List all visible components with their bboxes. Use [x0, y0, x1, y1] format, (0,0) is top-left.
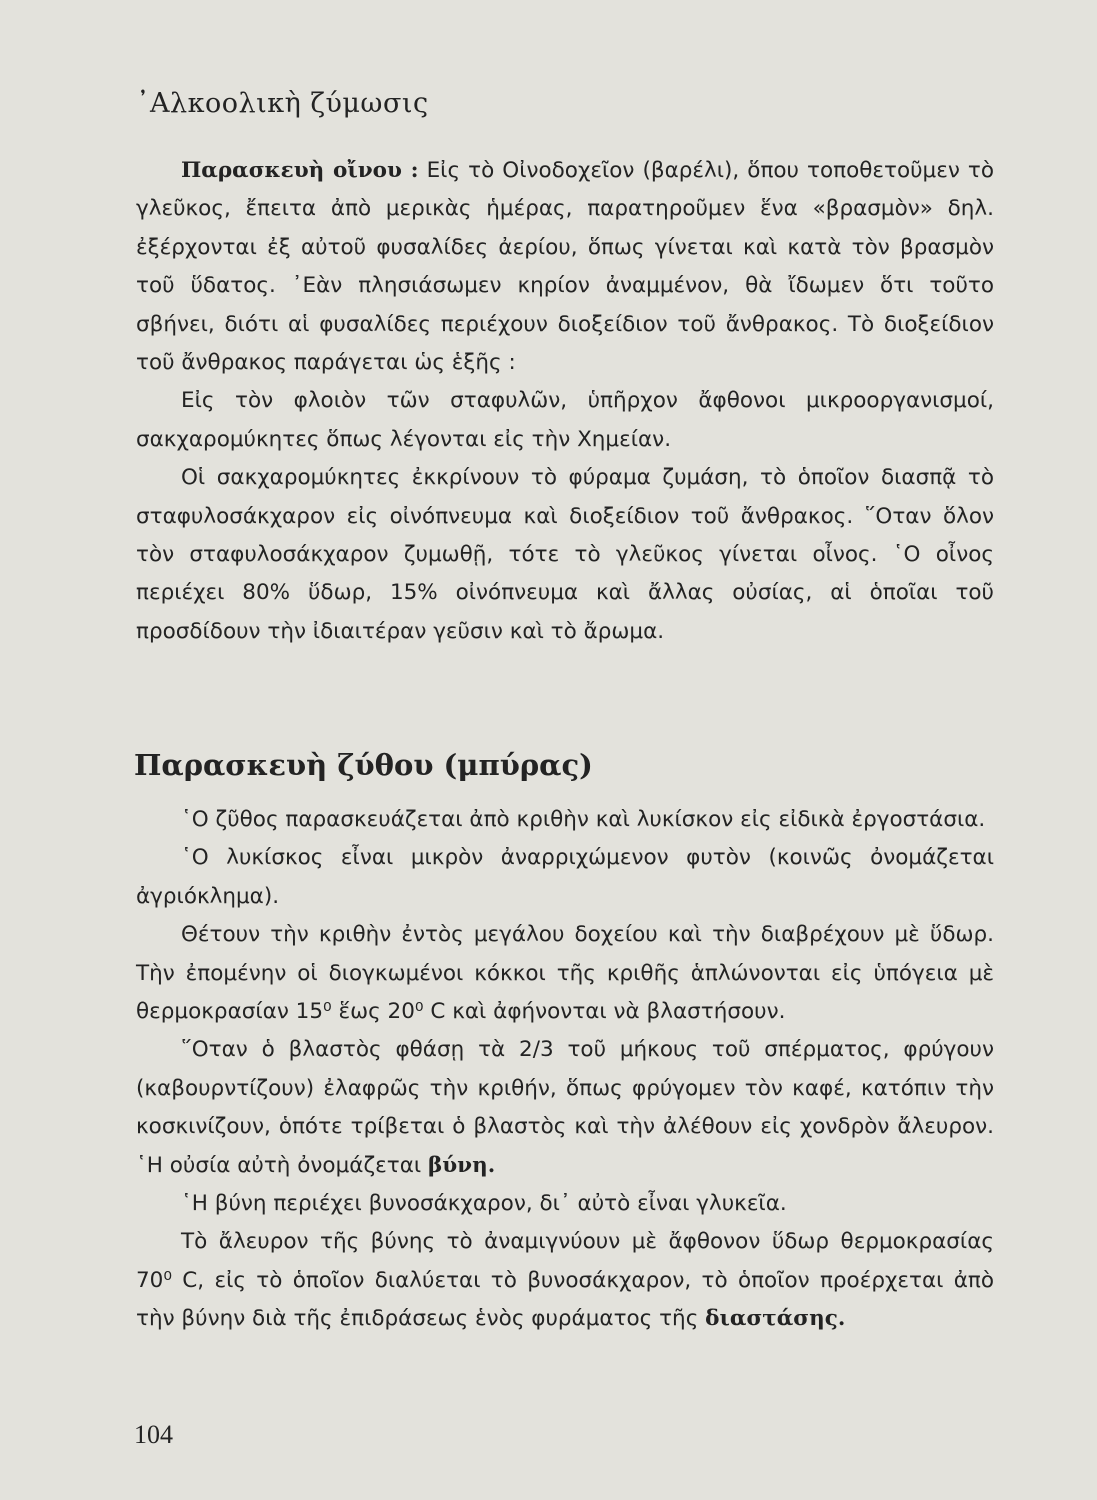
section-body-beer — [136, 801, 994, 1339]
paragraph-text: ῞Οταν ὁ βλαστὸς φθάσῃ τὰ 2/3 τοῦ μήκους τοῦ σπέρματος, φρύγουν (καβουρντίζουν) ἐλαφρῶς τὴν κριθήν, ὅπως φρύγομεν τὸν καφέ, κατόπιν τὴν κοσκινίζουν, ὁπότε τρίβεται ὁ βλαστὸς καὶ τὴν ἀλέθουν εἰς χονδρὸν ἄλευρον. ῾Η οὐσία αὐτὴ ὀνομάζεται — [136, 1037, 994, 1178]
paragraph: ῾Ο ζῦθος παρασκευάζεται ἀπὸ κριθὴν καὶ λυκίσκον εἰς εἰδικὰ ἐργοστάσια. — [181, 807, 986, 832]
paragraph — [136, 1223, 994, 1338]
paragraph — [136, 1031, 994, 1185]
paragraph: ῾Η βύνη περιέχει βυνοσάκχαρον, δι᾿ αὐτὸ εἶναι γλυκεῖα. — [181, 1191, 787, 1217]
paragraph-text: Τὸ ἄλευρον τῆς βύνης τὸ ἀναμιγνύουν μὲ ἄφθονον ὕδωρ θερμοκρασίας 70⁰ C, εἰς τὸ ὁποῖον διαλύεται τὸ βυνοσάκχαρον, τὸ ὁποῖον προέρχεται ἀπὸ τὴν βύνην διὰ τῆς ἐπιδράσεως ἑνὸς φυράματος τῆς — [136, 1229, 994, 1332]
bold-term: διαστάσης. — [705, 1306, 846, 1332]
paragraph-text: Εἰς τὸ Οἰνοδοχεῖον (βαρέλι), ὅπου τοποθετοῦμεν τὸ γλεῦκος, ἔπειτα ἀπὸ μερικὰς ἡμέρας, παρατηροῦμεν ἕνα «βρασμὸν» δηλ. ἐξέρχονται ἐξ αὐτοῦ φυσαλίδες ἀερίου, ὅπως γίνεται καὶ κατὰ τὸν βρασμὸν τοῦ ὕδατος. ᾿Εὰν πλησιάσωμεν κηρίον ἀναμμένον, θὰ ἴδωμεν ὅτι τοῦτο σβήνει, διότι αἱ φυσαλίδες περιέχουν διοξείδιον τοῦ ἄνθρακος. Τὸ διοξείδιον τοῦ ἄνθρακος παράγεται ὡς ἑξῆς : — [136, 158, 995, 376]
page-number: 104 — [134, 1420, 173, 1449]
paragraph: Θέτουν τὴν κριθὴν ἐντὸς μεγάλου δοχείου καὶ τὴν διαβρέχουν μὲ ὕδωρ. Τὴν ἐπομένην οἱ διογκωμένοι κόκκοι τῆς κριθῆς ἁπλώνονται εἰς ὑπόγεια μὲ θερμοκρασίαν 15⁰ ἕως 20⁰ C καὶ ἀφήνονται νὰ βλαστήσουν. — [136, 922, 994, 1025]
paragraph: ῾Ο λυκίσκος εἶναι μικρὸν ἀναρριχώμενον φυτὸν (κοινῶς ὀνομάζεται ἀγριόκλημα). — [136, 845, 994, 909]
paragraph: Εἰς τὸν φλοιὸν τῶν σταφυλῶν, ὑπῆρχον ἄφθονοι μικροοργανισμοί, σακχαρομύκητες ὅπως λέγονται εἰς τὴν Χημείαν. — [136, 388, 994, 452]
run-in-heading: Παρασκευὴ οἴνου : — [181, 158, 419, 183]
section-title-alcoholic-fermentation: ᾿Αλκοολικὴ ζύμωσις — [136, 88, 429, 119]
paragraph: Οἱ σακχαρομύκητες ἐκκρίνουν τὸ φύραμα ζυμάση, τὸ ὁποῖον διασπᾷ τὸ σταφυλοσάκχαρον εἰς οἰνόπνευμα καὶ διοξείδιον τοῦ ἄνθρακος. ῞Οταν ὅλον τὸν σταφυλοσάκχαρον ζυμωθῇ, τότε τὸ γλεῦκος γίνεται οἶνος. ῾Ο οἶνος περιέχει 80% ὕδωρ, 15% οἰνόπνευμα καὶ ἄλλας οὐσίας, αἱ ὁποῖαι τοῦ προσδίδουν τὴν ἰδιαιτέραν γεῦσιν καὶ τὸ ἄρωμα. — [136, 465, 994, 644]
bold-term: βύνη. — [427, 1152, 496, 1178]
paragraph — [136, 152, 994, 382]
section-title-beer-preparation: Παρασκευὴ ζύθου (μπύρας) — [134, 748, 593, 782]
section-body-wine — [136, 152, 994, 651]
